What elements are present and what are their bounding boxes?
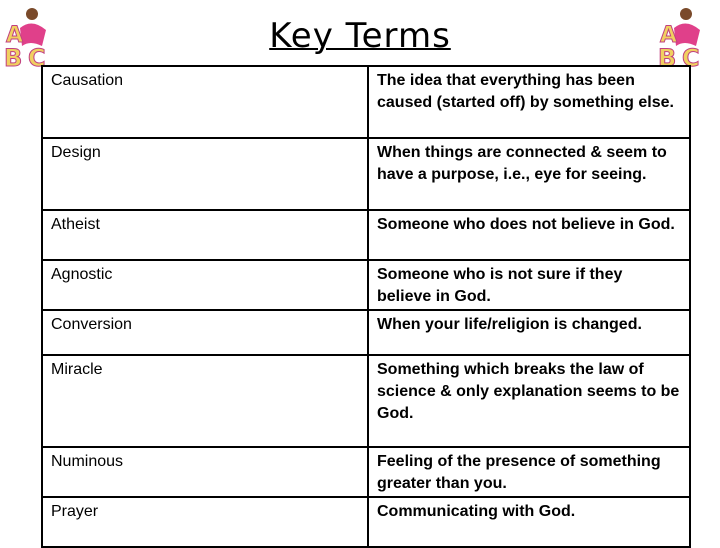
svg-text:A: A: [6, 23, 24, 48]
definition-cell: Communicating with God.: [368, 497, 690, 547]
table-row: [42, 210, 690, 260]
definition-cell: The idea that everything has been caused (started off) by something else.: [368, 66, 690, 138]
term-cell: Numinous: [42, 447, 368, 497]
page-title: Key Terms: [269, 16, 451, 56]
svg-text:C: C: [682, 44, 700, 68]
definition-cell: Something which breaks the law of science & only explanation seems to be God.: [368, 355, 690, 447]
svg-text:B: B: [4, 44, 23, 68]
definition-cell: When your life/religion is changed.: [368, 310, 690, 355]
table-row: [42, 66, 690, 138]
definition-cell: Someone who does not believe in God.: [368, 210, 690, 260]
term-cell: Prayer: [42, 497, 368, 547]
svg-text:C: C: [28, 44, 46, 68]
table-row: [42, 138, 690, 210]
table-row: [42, 260, 690, 310]
term-cell: Design: [42, 138, 368, 210]
table-row: [42, 355, 690, 447]
key-terms-table: [41, 65, 691, 548]
term-cell: Conversion: [42, 310, 368, 355]
term-cell: Atheist: [42, 210, 368, 260]
definition-cell: Feeling of the presence of something greater than you.: [368, 447, 690, 497]
table-row: [42, 310, 690, 355]
term-cell: Causation: [42, 66, 368, 138]
term-cell: Agnostic: [42, 260, 368, 310]
definition-cell: When things are connected & seem to have a purpose, i.e., eye for seeing.: [368, 138, 690, 210]
svg-text:B: B: [658, 44, 677, 68]
definition-cell: Someone who is not sure if they believe in God.: [368, 260, 690, 310]
table-row: [42, 447, 690, 497]
svg-text:A: A: [660, 23, 678, 48]
term-cell: Miracle: [42, 355, 368, 447]
